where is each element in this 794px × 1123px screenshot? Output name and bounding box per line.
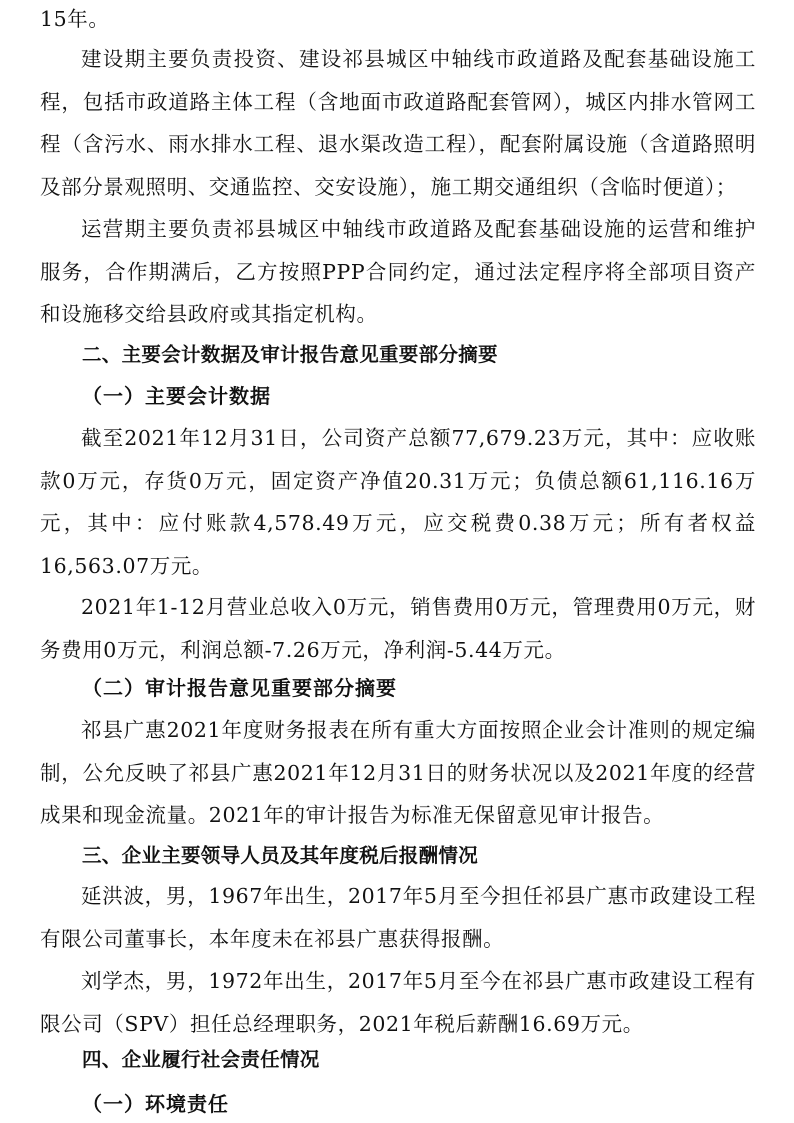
paragraph-balance-sheet: 截至2021年12月31日，公司资产总额77,679.23万元，其中：应收账款0万元，存货0万元，固定资产净值20.31万元；负债总额61,116.16万元，其中：应付账款4,578.49万元，应交税费0.38万元；所有者权益16,563.07万元。 [40, 426, 756, 578]
paragraph-income-statement: 2021年1-12月营业总收入0万元，销售费用0万元，管理费用0万元，财务费用0万元，利润总额-7.26万元，净利润-5.44万元。 [40, 595, 756, 662]
section-heading-leadership-pay: 三、企业主要领导人员及其年度税后报酬情况 [82, 844, 479, 867]
subheading-audit-opinion: （二）审计报告意见重要部分摘要 [82, 676, 397, 700]
paragraph-construction-period: 建设期主要负责投资、建设祁县城区中轴线市政道路及配套基础设施工程，包括市政道路主体工程（含地面市政道路配套管网），城区内排水管网工程（含污水、雨水排水工程、退水渠改造工程），配套附属设施（含道路照明及部分景观照明、交通监控、交安设施），施工期交通组织（含临时便道）； [40, 47, 756, 199]
paragraph-chairman: 延洪波，男，1967年出生，2017年5月至今担任祁县广惠市政建设工程有限公司董事长，本年度未在祁县广惠获得报酬。 [40, 884, 756, 951]
section-heading-accounting-data: 二、主要会计数据及审计报告意见重要部分摘要 [82, 343, 498, 366]
paragraph-term-end: 15年。 [40, 7, 110, 31]
paragraph-audit-opinion: 祁县广惠2021年度财务报表在所有重大方面按照企业会计准则的规定编制，公允反映了祁县广惠2021年12月31日的财务状况以及2021年度的经营成果和现金流量。2021年的审计报告为标准无保留意见审计报告。 [40, 718, 756, 827]
section-heading-social-responsibility: 四、企业履行社会责任情况 [82, 1048, 320, 1071]
paragraph-general-manager: 刘学杰，男，1972年出生，2017年5月至今在祁县广惠市政建设工程有限公司（SPV）担任总经理职务，2021年税后薪酬16.69万元。 [40, 969, 756, 1036]
subheading-environmental-responsibility: （一）环境责任 [82, 1092, 229, 1116]
paragraph-operation-period: 运营期主要负责祁县城区中轴线市政道路及配套基础设施的运营和维护服务，合作期满后，乙方按照PPP合同约定，通过法定程序将全部项目资产和设施移交给县政府或其指定机构。 [40, 217, 756, 326]
subheading-main-accounting-data: （一）主要会计数据 [82, 384, 271, 408]
